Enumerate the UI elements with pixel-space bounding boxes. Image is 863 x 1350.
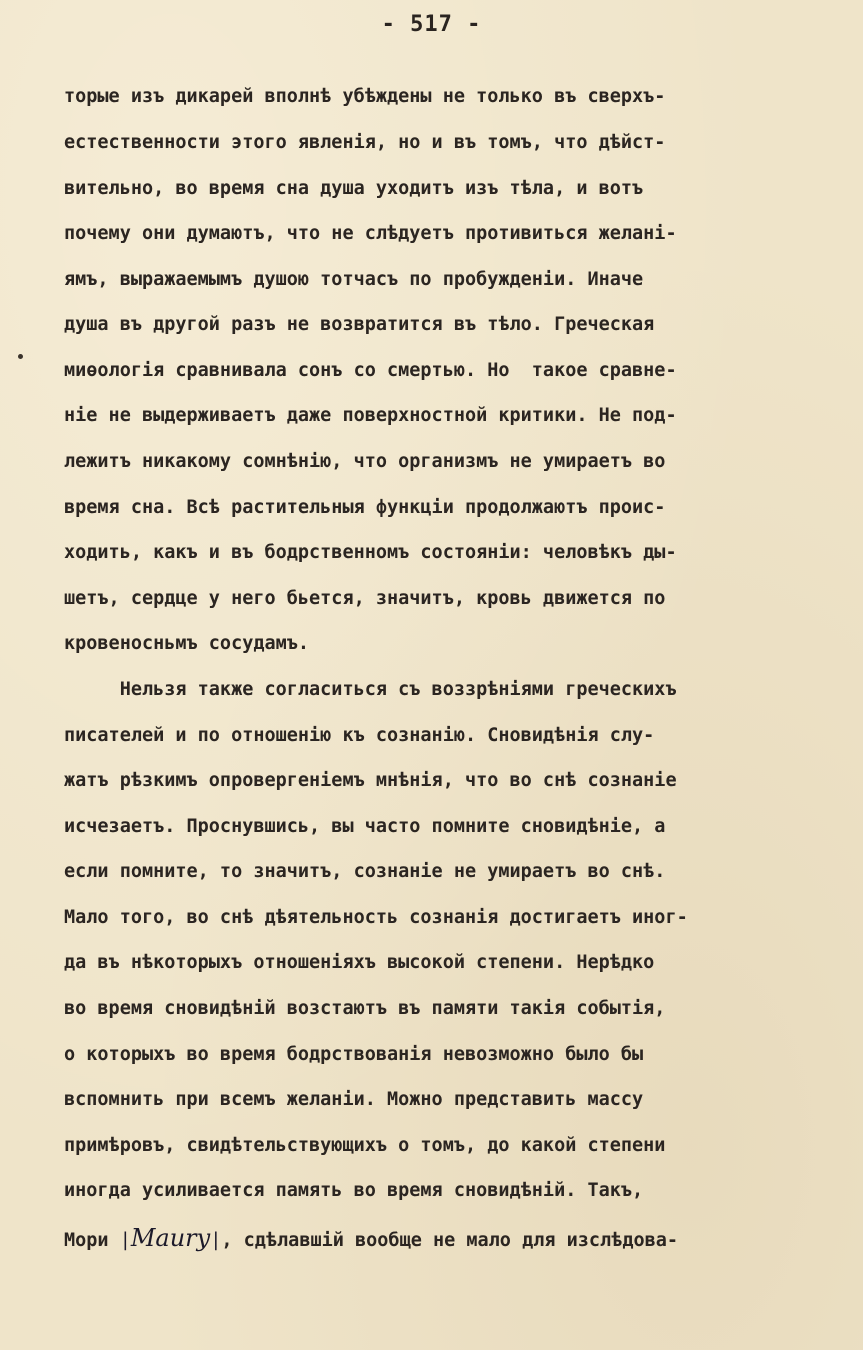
text-line: если помните, то значитъ, сознаніе не умираетъ во снѣ.	[64, 861, 666, 882]
text-line: естественности этого явленія, но и въ томъ, что дѣйст-	[64, 132, 666, 153]
text-line: исчезаетъ. Проснувшись, вы часто помните сновидѣніе, а	[64, 816, 666, 837]
text-line: о которыхъ во время бодрствованія невозможно было бы	[64, 1044, 644, 1065]
handwritten-bar-open: |	[119, 1230, 131, 1251]
text-line: иногда усиливается память во время сновидѣній. Такъ,	[64, 1180, 644, 1201]
text-line: почему они думаютъ, что не слѣдуетъ противиться желані-	[64, 223, 677, 244]
text-line-last	[64, 1226, 678, 1251]
handwritten-annotation: Maury	[130, 1224, 211, 1252]
text-line: Мало того, во снѣ дѣятельность сознанія достигаетъ иног-	[64, 907, 688, 928]
text-line: ніе не выдерживаетъ даже поверхностной критики. Не под-	[64, 405, 677, 426]
text-line: жатъ рѣзкимъ опровергеніемъ мнѣнія, что во снѣ сознаніе	[64, 770, 677, 791]
text-line: кровеносньмъ сосудамъ.	[64, 633, 310, 654]
text-line: Нельзя также согласиться съ воззрѣніями греческихъ	[64, 679, 677, 700]
text-line: торые изъ дикарей вполнѣ убѣждены не только въ сверхъ-	[64, 86, 666, 107]
text-segment: , сдѣлавшій вообще не мало для изслѣдова-	[221, 1230, 679, 1251]
text-line: душа въ другой разъ не возвратится въ тѣло. Греческая	[64, 314, 655, 335]
page-number: - 517 -	[381, 12, 482, 37]
text-line: ямъ, выражаемымъ душою тотчасъ по пробужденіи. Иначе	[64, 269, 644, 290]
text-line: во время сновидѣній возстаютъ въ памяти такія событія,	[64, 998, 666, 1019]
text-line: писателей и по отношенію къ сознанію. Сновидѣнія слу-	[64, 725, 655, 746]
text-line: время сна. Всѣ растительныя функціи продолжаютъ проис-	[64, 497, 666, 518]
handwritten-bar-close: |	[210, 1230, 222, 1251]
text-line: ходить, какъ и въ бодрственномъ состояніи: человѣкъ ды-	[64, 542, 677, 563]
text-line: миѳологія сравнивала сонъ со смертью. Но такое сравне-	[64, 360, 677, 381]
text-line: шетъ, сердце у него бьется, значитъ, кровь движется по	[64, 588, 666, 609]
text-line: примѣровъ, свидѣтельствующихъ о томъ, до какой степени	[64, 1135, 666, 1156]
text-line: вспомнить при всемъ желаніи. Можно представить массу	[64, 1089, 644, 1110]
margin-mark	[18, 354, 23, 359]
text-line: вительно, во время сна душа уходитъ изъ тѣла, и вотъ	[64, 178, 644, 199]
text-segment: Мори	[64, 1230, 120, 1251]
text-line: да въ нѣкоторыхъ отношеніяхъ высокой степени. Нерѣдко	[64, 952, 655, 973]
text-line: лежитъ никакому сомнѣнію, что организмъ не умираетъ во	[64, 451, 666, 472]
